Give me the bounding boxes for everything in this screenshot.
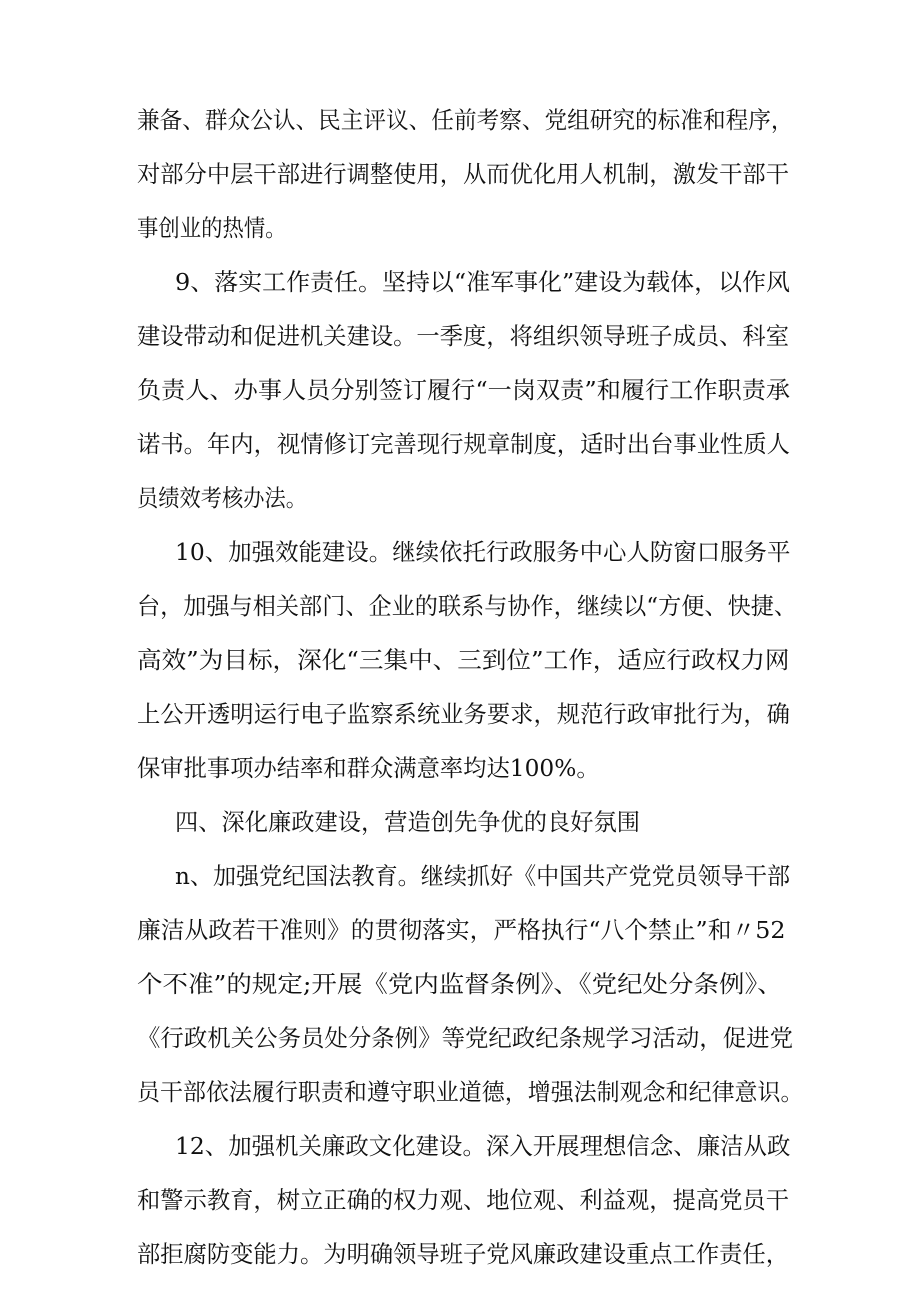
- text-line-8: 员绩效考核办法。: [137, 484, 307, 512]
- text-line-9: 10、加强效能建设。继续依托行政服务中心人防窗口服务平: [175, 538, 791, 566]
- text-line-6: 负责人、办事人员分别签订履行“一岗双责”和履行工作职责承: [137, 376, 791, 404]
- text-line-1: 兼备、群众公认、民主评议、任前考察、党组研究的标准和程序，: [137, 106, 794, 134]
- text-line-7: 诺书。年内，视情修订完善现行规章制度，适时出台事业性质人: [137, 430, 790, 458]
- text-line-13: 保审批事项办结率和群众满意率均达100%。: [137, 754, 600, 782]
- section-heading: 四、深化廉政建设，营造创先争优的良好氛围: [175, 808, 640, 836]
- text-line-17: 个不准”的规定;开展《党内监督条例》、《党纪处分条例》、: [137, 970, 783, 998]
- text-line-12: 上公开透明运行电子监察系统业务要求，规范行政审批行为，确: [137, 700, 790, 728]
- text-line-2: 对部分中层干部进行调整使用，从而优化用人机制，激发干部干: [137, 160, 789, 188]
- text-line-22: 部拒腐防变能力。为明确领导班子党风廉政建设重点工作责任，: [137, 1240, 789, 1268]
- text-line-20: 12、加强机关廉政文化建设。深入开展理想信念、廉洁从政: [175, 1132, 791, 1160]
- text-line-21: 和警示教育，树立正确的权力观、地位观、利益观，提高党员干: [137, 1186, 789, 1214]
- text-line-15: n、加强党纪国法教育。继续抓好《中国共产党党员领导干部: [175, 862, 791, 890]
- text-line-11: 高效”为目标，深化“三集中、三到位”工作，适应行政权力网: [137, 646, 790, 674]
- text-line-16: 廉洁从政若干准则》的贯彻落实，严格执行“八个禁止”和〃52: [137, 916, 786, 944]
- text-line-18: 《行政机关公务员处分条例》等党纪政纪条规学习活动，促进党: [137, 1024, 793, 1052]
- text-line-4: 9、落实工作责任。坚持以“准军事化”建设为载体，以作风: [175, 268, 790, 296]
- text-line-19: 员干部依法履行职责和遵守职业道德，增强法制观念和纪律意识。: [137, 1078, 804, 1106]
- text-line-5: 建设带动和促进机关建设。一季度，将组织领导班子成员、科室: [137, 322, 789, 350]
- text-line-3: 事创业的热情。: [137, 214, 287, 242]
- text-line-10: 台，加强与相关部门、企业的联系与协作，继续以“方便、快捷、: [137, 592, 798, 620]
